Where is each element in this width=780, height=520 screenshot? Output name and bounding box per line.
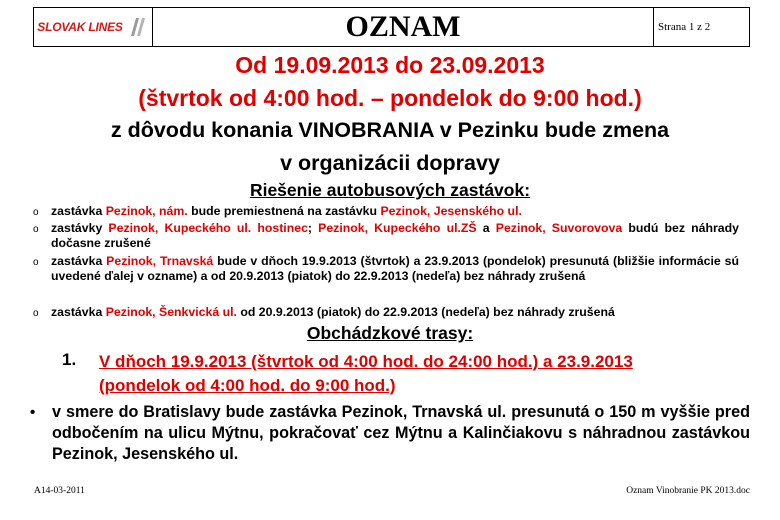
- list-item: o zastávka Pezinok, nám. bude premiestnená na zastávku Pezinok, Jesenského ul.: [33, 204, 522, 218]
- detour-number: 1.: [62, 350, 77, 369]
- list-item: o zastávky Pezinok, Kupeckého ul. hostinec; Pezinok, Kupeckého ul.ZŠ a Pezinok, Suvorovova budú bez náhrady dočasne zrušené: [33, 221, 739, 250]
- logo-swoosh-icon: [127, 16, 149, 38]
- circle-bullet-icon: o: [33, 224, 39, 235]
- footer-left: A14-03-2011: [34, 486, 85, 496]
- page-title: OZNAM: [345, 10, 461, 43]
- list-item: o zastávka Pezinok, Šenkvická ul. od 20.9.2013 (piatok) do 22.9.2013 (nedeľa) bez náhrady zrušená: [33, 305, 615, 319]
- headline-reason-cont: v organizácii dopravy: [280, 151, 500, 175]
- headline-reason: z dôvodu konania VINOBRANIA v Pezinku bude zmena: [110, 118, 670, 142]
- circle-bullet-icon: o: [33, 308, 39, 319]
- logo: [34, 8, 153, 46]
- section-title-detours: Obchádzkové trasy:: [306, 323, 474, 343]
- section-title-stops: Riešenie autobusových zastávok:: [249, 180, 531, 200]
- circle-bullet-icon: o: [33, 257, 39, 268]
- page-number: Strana 1 z 2: [653, 8, 749, 46]
- filled-bullet-icon: •: [30, 404, 36, 421]
- header-table: [33, 7, 750, 47]
- footer-right: Oznam Vinobranie PK 2013.doc: [626, 486, 750, 496]
- detour-description: v smere do Bratislavy bude zastávka Pezinok, Trnavská ul. presunutá o 150 m vyššie pred odbočením na ulicu Mýtnu, pokračovať cez Mýtnu a Kalinčiakovu s náhradnou zastávkou Pezinok, Jesenského ul.: [52, 403, 750, 463]
- circle-bullet-icon: o: [33, 207, 39, 218]
- logo-text: SLOVAK LINES: [37, 20, 123, 34]
- list-item: o zastávka Pezinok, Trnavská bude v dňoch 19.9.2013 (štvrtok) a 23.9.2013 (pondelok) presunutá (bližšie informácie sú uvedené ďalej v ozname) a od 20.9.2013 (piatok) do 22.9.2013 (nedeľa) bez náhrady zrušená: [33, 254, 740, 283]
- detour-dates: V dňoch 19.9.2013 (štvrtok od 4:00 hod. do 24:00 hod.) a 23.9.2013 (pondelok od 4:00 hod. do 9:00 hod.): [99, 352, 633, 395]
- headline-times: (štvrtok od 4:00 hod. – pondelok do 9:00 hod.): [138, 85, 642, 111]
- headline-dates: Od 19.09.2013 do 23.09.2013: [235, 52, 545, 78]
